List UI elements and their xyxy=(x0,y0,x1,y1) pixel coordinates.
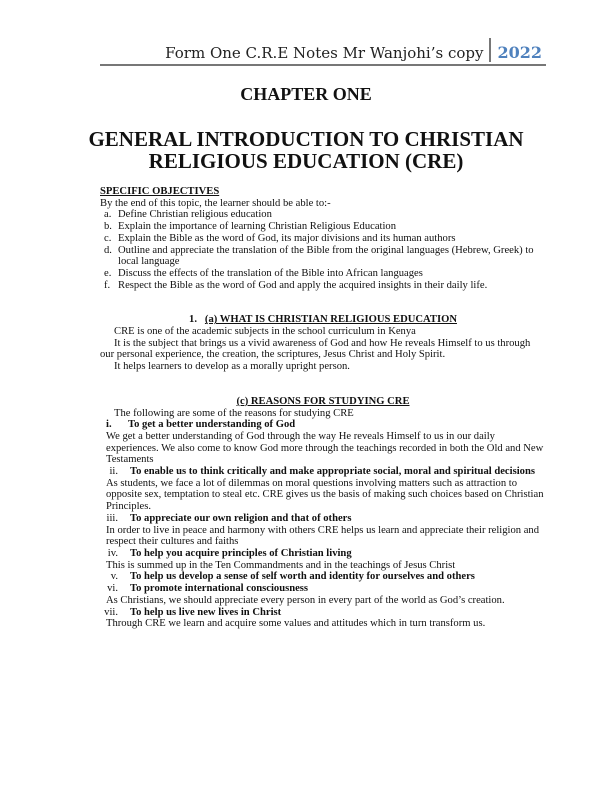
header-title: Form One C.R.E Notes Mr Wanjohi’s copy xyxy=(165,44,484,62)
reason-heading xyxy=(100,583,546,595)
header-year: 2022 xyxy=(497,43,542,62)
item-marker: a. xyxy=(104,209,112,221)
item-text: Define Christian religious education xyxy=(118,209,272,221)
item-text: Discuss the effects of the translation of the Bible into African languages xyxy=(118,267,423,279)
reason-heading xyxy=(100,419,546,431)
objective-item xyxy=(100,280,546,292)
section-number: 1. xyxy=(189,314,197,326)
reason-marker: v. xyxy=(110,571,118,583)
objectives-list xyxy=(100,209,546,291)
paragraph: It is the subject that brings us a vivid awareness of God and how He reveals Himself to us through our personal experience, the creation, the scriptures, Jesus Christ and Holy Spirit. xyxy=(100,337,531,361)
objectives-heading: SPECIFIC OBJECTIVES xyxy=(100,186,220,197)
reasons-list xyxy=(100,419,546,630)
item-text: Respect the Bible as the word of God and apply the acquired insights in their daily life. xyxy=(118,279,488,291)
reason-marker: iv. xyxy=(107,547,118,559)
reason-heading xyxy=(100,513,546,525)
item-marker: c. xyxy=(104,232,112,244)
reason-heading xyxy=(100,571,546,583)
item-marker: d. xyxy=(104,244,112,256)
reason-marker: ii. xyxy=(109,466,118,478)
objective-item xyxy=(100,233,546,245)
objective-item xyxy=(100,209,546,221)
chapter-heading: CHAPTER ONE xyxy=(240,84,372,104)
item-text: Explain the importance of learning Christian Religious Education xyxy=(118,221,397,233)
reason-title: To get a better understanding of God xyxy=(128,419,296,431)
item-marker: f. xyxy=(104,279,111,291)
paragraph: It helps learners to develop as a morally upright person. xyxy=(114,361,350,373)
reason-paragraph: As students, we face a lot of dilemmas on moral questions involving matters such as attraction to opposite sex, temptation to steal etc. CRE gives us the basis of making such choices based on Christian Principles. xyxy=(106,477,544,513)
reason-paragraph: In order to live in peace and harmony with others CRE helps us learn and appreciate their religion and respect their cultures and faiths xyxy=(106,524,540,548)
paragraph: CRE is one of the academic subjects in the school curriculum in Kenya xyxy=(114,326,416,338)
page-header xyxy=(165,38,542,62)
reason-title: To help us live new lives in Christ xyxy=(130,606,282,618)
objective-item xyxy=(100,245,546,268)
objective-item xyxy=(100,221,546,233)
reason-title: To help us develop a sense of self worth and identity for ourselves and others xyxy=(130,571,475,583)
reason-paragraph: We get a better understanding of God through the way He reveals Himself to us in our daily experiences. We also come to know God more through the teachings recorded in both the Old and New Testaments xyxy=(106,430,544,466)
objectives-intro: By the end of this topic, the learner should be able to:- xyxy=(100,197,331,209)
reason-marker: vii. xyxy=(104,606,118,618)
title-line: GENERAL INTRODUCTION TO CHRISTIAN xyxy=(88,127,524,151)
document-title xyxy=(0,128,612,172)
reason-marker: vi. xyxy=(107,583,118,595)
item-marker: b. xyxy=(104,221,112,233)
reason-marker: iii. xyxy=(106,512,118,524)
reason-title: To enable us to think critically and make appropriate social, moral and spiritual decisions xyxy=(130,466,535,478)
reason-paragraph: This is summed up in the Ten Commandments and in the teachings of Jesus Christ xyxy=(106,559,456,571)
item-marker: e. xyxy=(104,267,112,279)
objective-item xyxy=(100,268,546,280)
reason-paragraph: Through CRE we learn and acquire some values and attitudes which in turn transform us. xyxy=(106,618,486,630)
reason-heading xyxy=(100,548,546,560)
item-text: Explain the Bible as the word of God, its major divisions and its human authors xyxy=(118,232,456,244)
paragraph: The following are some of the reasons for studying CRE xyxy=(114,407,354,419)
reason-title: To help you acquire principles of Christian living xyxy=(130,547,352,559)
title-line: RELIGIOUS EDUCATION (CRE) xyxy=(148,149,464,173)
item-text: Outline and appreciate the translation of the Bible from the original languages (Hebrew, Greek) to local language xyxy=(118,244,534,268)
reason-heading xyxy=(100,466,546,478)
section-a-heading xyxy=(100,314,546,326)
header-rule xyxy=(100,64,546,66)
header-divider xyxy=(489,38,491,62)
reason-marker: i. xyxy=(106,419,112,431)
section-c-heading: (c) REASONS FOR STUDYING CRE xyxy=(236,395,410,407)
reason-title: To promote international consciousness xyxy=(130,583,309,595)
reason-title: To appreciate our own religion and that of others xyxy=(130,512,352,524)
reason-paragraph: As Christians, we should appreciate every person in every part of the world as God’s creation. xyxy=(106,594,505,606)
document-body xyxy=(100,186,546,630)
reason-heading xyxy=(100,607,546,619)
section-title: (a) WHAT IS CHRISTIAN RELIGIOUS EDUCATION xyxy=(204,314,457,326)
